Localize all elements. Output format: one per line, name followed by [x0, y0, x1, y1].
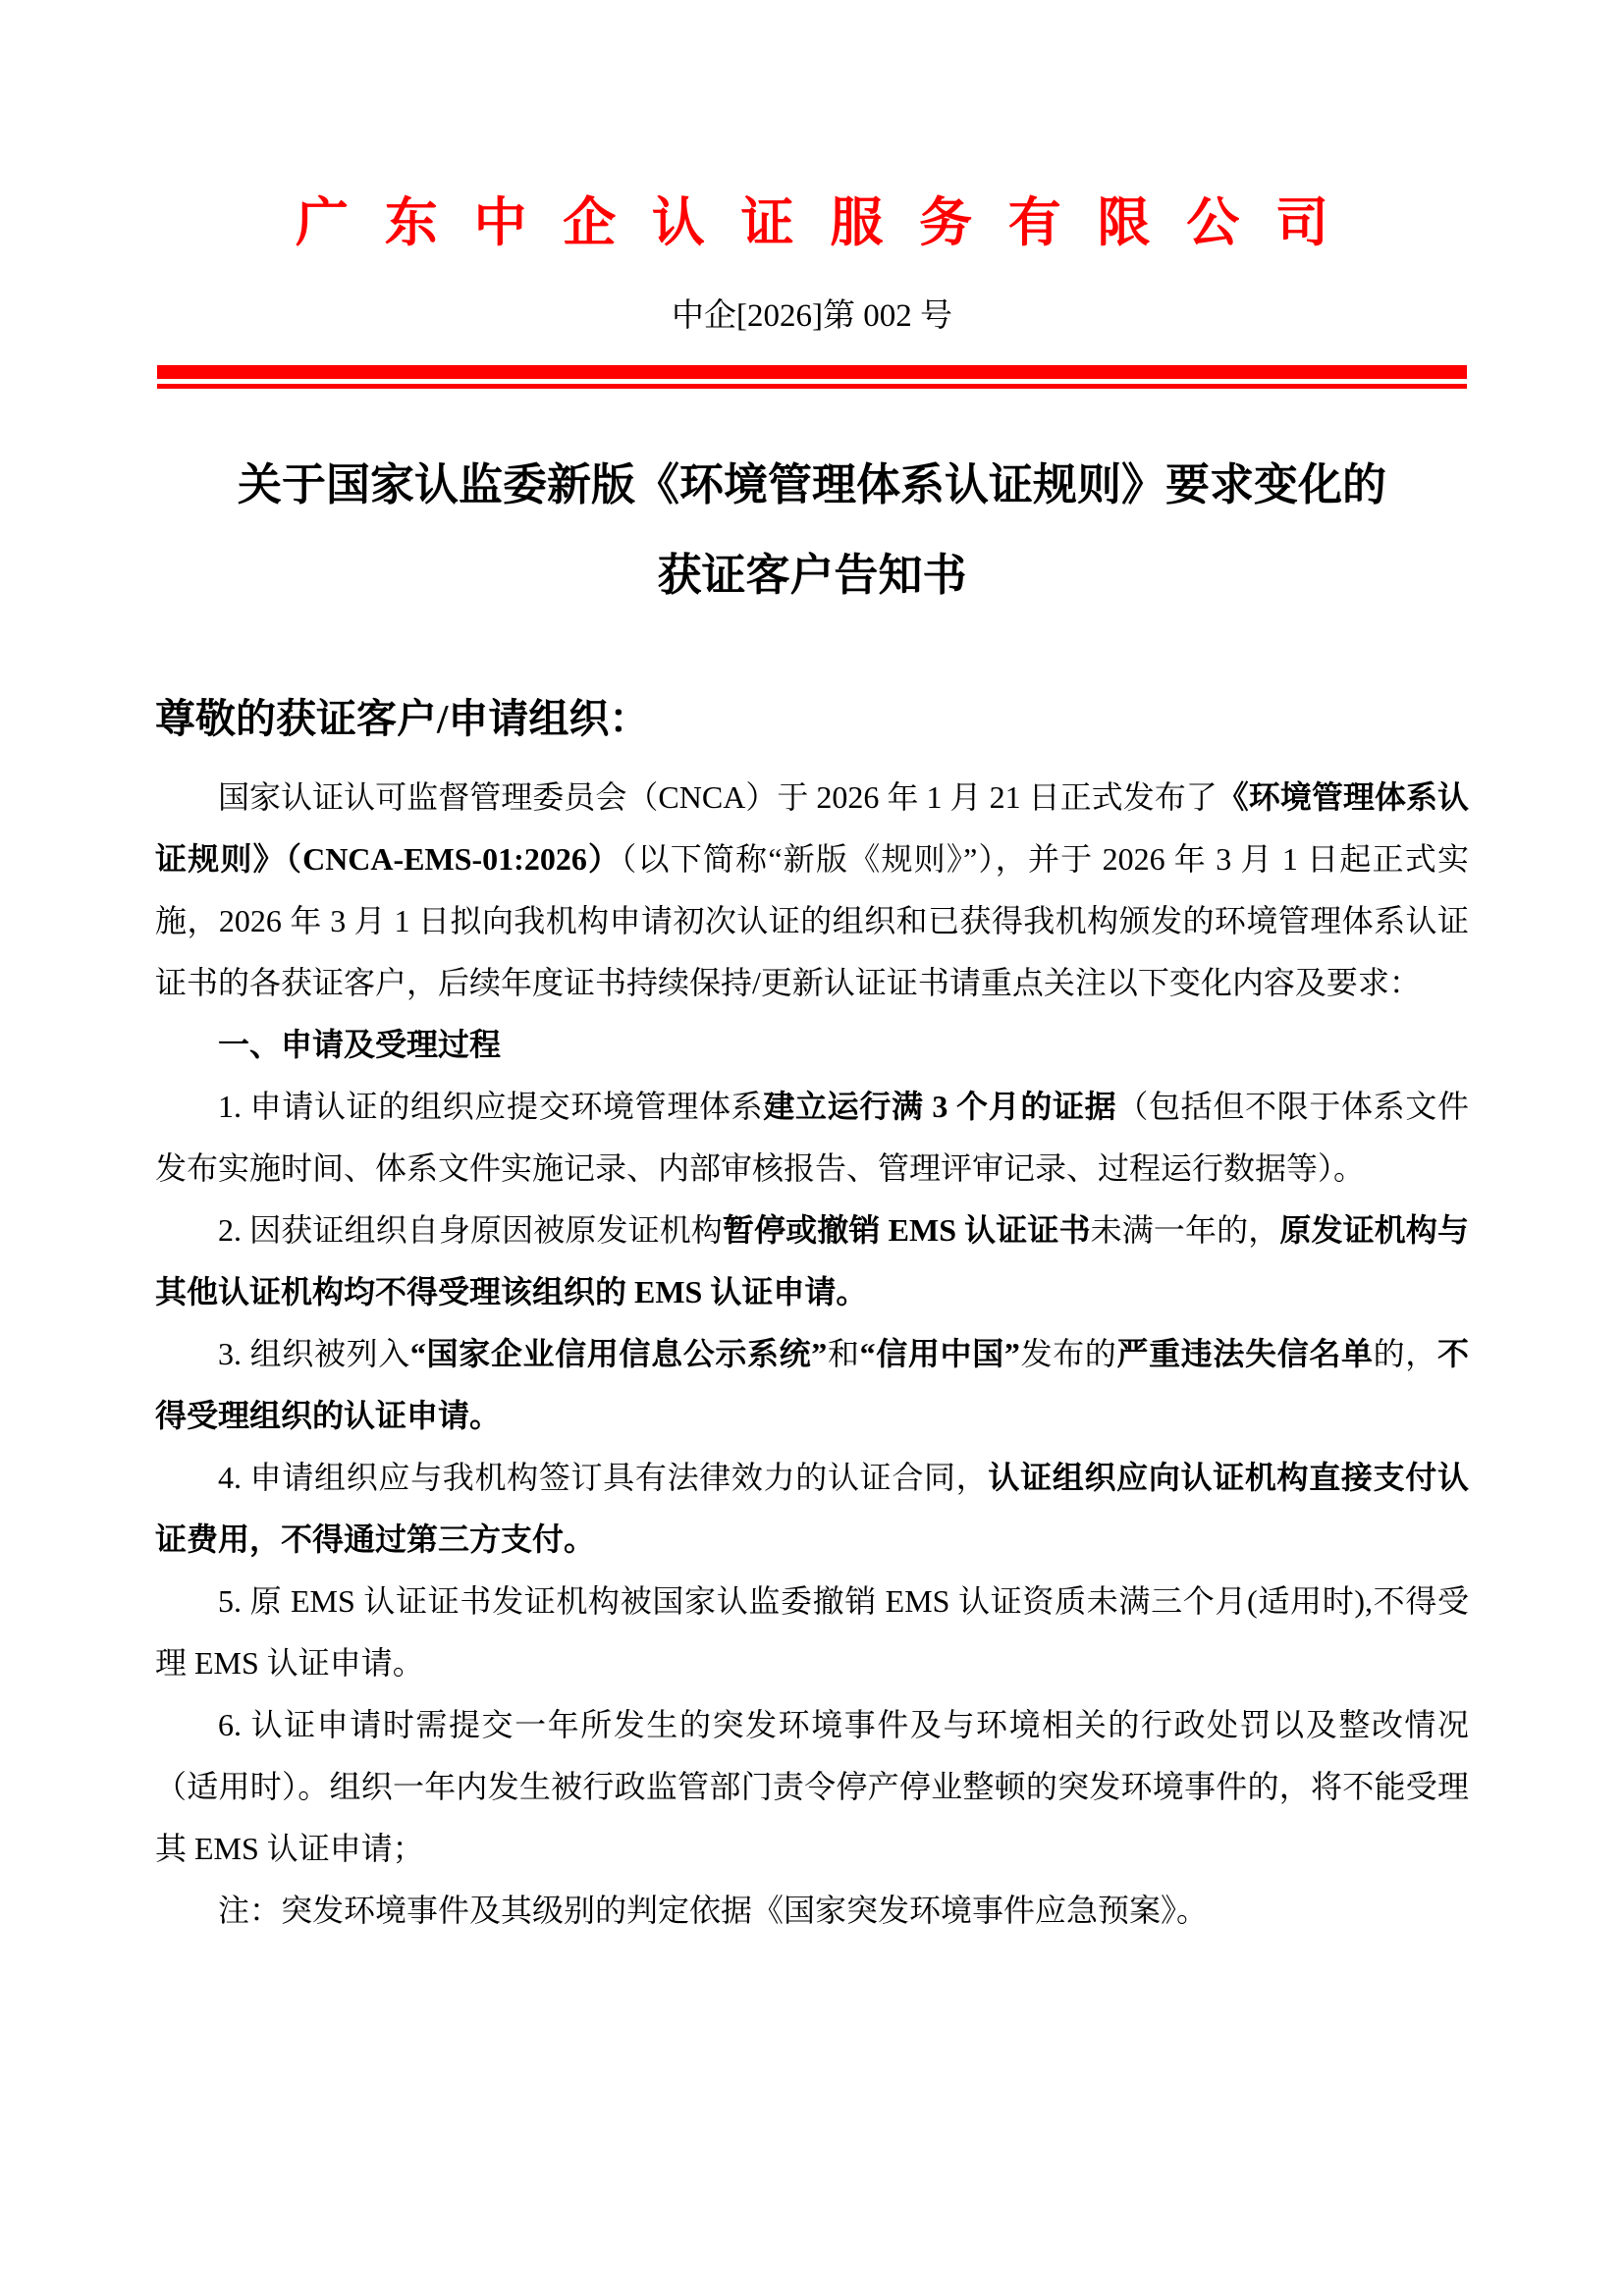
text-run: （以下简称“新版《规则》”），并于 2026 年 3 月 1 日起正式实施，2026 年 3 月 1 日拟向我机构申请初次认证的组织和已获得我机构颁发的环境管理体系认证证书的各获证客户，后续年度证书持续保持/更新认证证书请重点关注以下变化内容及要求： [155, 841, 1469, 1001]
text-run: 和 [827, 1336, 860, 1372]
red-divider-thick-line [157, 365, 1467, 379]
text-run: “国家企业信用信息公示系统” [409, 1336, 828, 1372]
item-4 [155, 1447, 1469, 1571]
text-run: 暂停或撤销 EMS 认证证书 [722, 1212, 1091, 1249]
doc-number: 中企[2026]第 002 号 [672, 297, 952, 334]
text-run: （包括但不限于体系文件发布实施时间、体系文件实施记录、内部审核报告、管理评审记录、过程运行数据等）。 [155, 1089, 1469, 1187]
text-run: 严重违法失信名单 [1116, 1336, 1374, 1372]
text-run: 注：突发环境事件及其级别的判定依据《国家突发环境事件应急预案》。 [218, 1893, 1209, 1929]
text-run: 2. 因获证组织自身原因被原发证机构 [218, 1212, 723, 1249]
text-run: 4. 申请组织应与我机构签订具有法律效力的认证合同， [218, 1460, 989, 1496]
intro-paragraph [155, 767, 1469, 1014]
text-run: 不得受理组织的认证申请。 [155, 1336, 1469, 1434]
org-name-title: 广东中企认证服务有限公司 [296, 193, 1365, 252]
section-heading-application [155, 1014, 1469, 1076]
item-1 [155, 1076, 1469, 1200]
item-6 [155, 1694, 1469, 1880]
item-5 [155, 1571, 1469, 1694]
text-run: 建立运行满 3 个月的证据 [763, 1089, 1117, 1125]
text-run: “信用中国” [859, 1336, 1020, 1372]
item-3 [155, 1323, 1469, 1447]
document-content [0, 440, 1624, 1942]
text-run: 5. 原 EMS 认证证书发证机构被国家认监委撤销 EMS 认证资质未满三个月(适用时),不得受理 EMS 认证申请。 [155, 1583, 1469, 1682]
text-run: 3. 组织被列入 [218, 1336, 410, 1372]
text-run: 1. 申请认证的组织应提交环境管理体系 [218, 1089, 764, 1125]
document-title-line1: 关于国家认监委新版《环境管理体系认证规则》要求变化的 [237, 460, 1386, 510]
document-title [137, 440, 1487, 620]
document-title-line2: 获证客户告知书 [657, 551, 967, 601]
text-run: 的， [1373, 1336, 1437, 1372]
body-paragraphs [155, 767, 1469, 1942]
text-run: 国家认证认可监督管理委员会（CNCA）于 2026 年 1 月 21 日正式发布了 [218, 779, 1218, 816]
red-divider-thin-line [157, 384, 1467, 389]
red-divider [157, 365, 1467, 389]
text-run: 发布的 [1019, 1336, 1117, 1372]
text-run: 《环境管理体系认证规则》（CNCA-EMS-01:2026） [155, 779, 1469, 878]
note-paragraph [155, 1880, 1469, 1942]
text-run: 原发证机构与其他认证机构均不得受理该组织的 EMS 认证申请。 [155, 1212, 1469, 1310]
text-run: 未满一年的， [1090, 1212, 1280, 1249]
text-run: 认证组织应向认证机构直接支付认证费用，不得通过第三方支付。 [155, 1460, 1469, 1558]
salutation: 尊敬的获证客户/申请组织： [155, 696, 650, 742]
item-2 [155, 1200, 1469, 1323]
text-run: 6. 认证申请时需提交一年所发生的突发环境事件及与环境相关的行政处罚以及整改情况（适用时）。组织一年内发生被行政监管部门责令停产停业整顿的突发环境事件的，将不能受理其 EMS 认证申请； [155, 1707, 1469, 1867]
text-run: 一、申请及受理过程 [218, 1027, 502, 1063]
letterhead [0, 0, 1624, 389]
